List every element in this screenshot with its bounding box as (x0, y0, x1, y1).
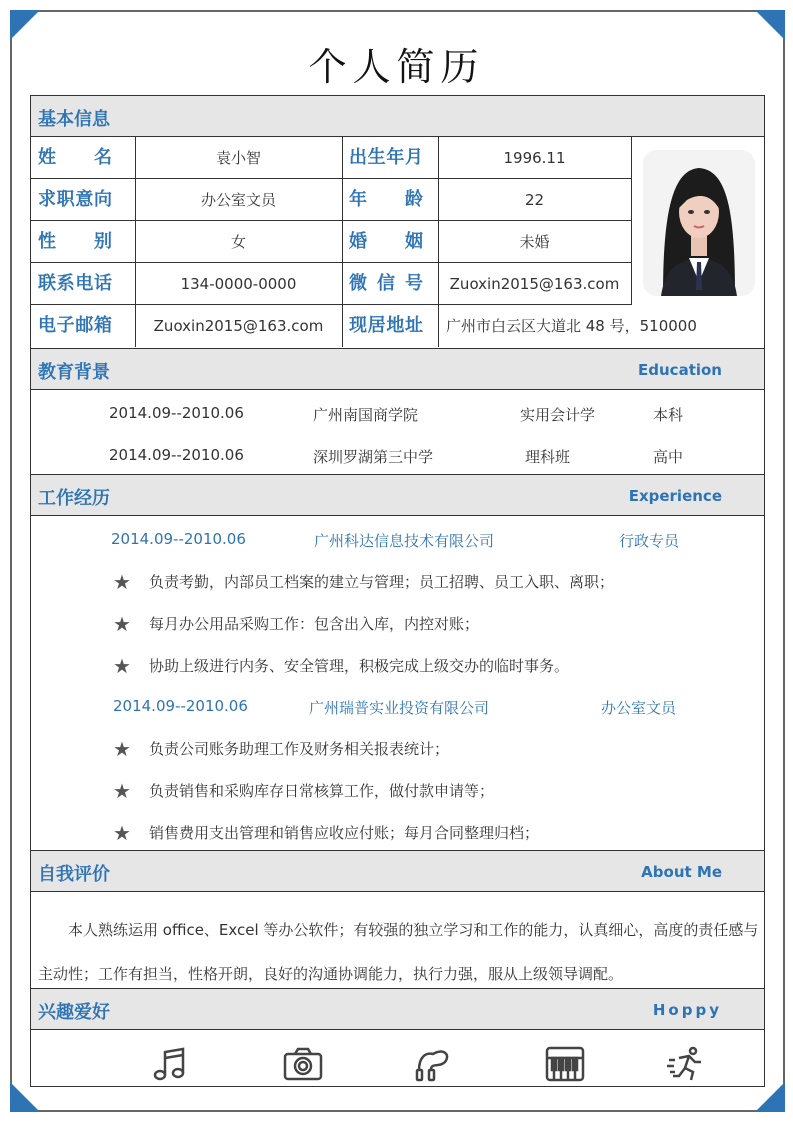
job-period: 2014.09--2010.06 (111, 530, 246, 548)
profile-photo (643, 150, 755, 296)
gender-value: 女 (230, 233, 246, 251)
info-row (31, 305, 764, 347)
info-row (31, 263, 631, 305)
job-company: 广州科达信息技术有限公司 (314, 532, 495, 550)
duty-item: ★ 负责销售和采购库存日常核算工作，做付款申请等； (113, 779, 495, 803)
birth-value: 1996.11 (503, 149, 566, 167)
marital-value: 未婚 (519, 233, 550, 251)
duty-item: ★ 销售费用支出管理和销售应收应付账；每月合同整理归档； (113, 821, 540, 845)
job-company: 广州瑞普实业投资有限公司 (309, 699, 490, 717)
address-label: 现居地址 (349, 315, 423, 336)
divider (631, 137, 632, 305)
divider (438, 137, 439, 347)
edu-period: 2014.09--2010.06 (109, 446, 244, 464)
job-period: 2014.09--2010.06 (113, 697, 248, 715)
edu-degree: 本科 (653, 406, 684, 424)
section-header-education (31, 348, 764, 390)
name-label: 姓名 (38, 147, 112, 168)
gender-label: 性别 (38, 231, 112, 252)
camera-icon (283, 1046, 323, 1082)
edu-school: 深圳罗湖第三中学 (313, 448, 434, 466)
star-icon: ★ (113, 612, 131, 636)
address-value: 广州市白云区大道北 48 号，510000 (446, 317, 697, 335)
section-title: 教育背景 (38, 362, 110, 383)
info-row (31, 221, 631, 263)
star-icon: ★ (113, 654, 131, 678)
duty-item: ★ 每月办公用品采购工作：包含出入库，内控对账； (113, 612, 480, 636)
section-title: 基本信息 (38, 109, 110, 130)
birth-label: 出生年月 (349, 147, 423, 168)
star-icon: ★ (113, 779, 131, 803)
wechat-label: 微信号 (349, 273, 423, 294)
wechat-value: Zuoxin2015@163.com (449, 275, 620, 293)
info-row (31, 137, 631, 179)
edu-period: 2014.09--2010.06 (109, 404, 244, 422)
star-icon: ★ (113, 821, 131, 845)
job-role: 行政专员 (619, 532, 680, 550)
age-value: 22 (524, 191, 545, 209)
phone-value: 134-0000-0000 (180, 275, 297, 293)
section-title-en: Experience (628, 487, 722, 505)
divider (342, 137, 343, 347)
section-header-about (31, 850, 764, 892)
section-title: 自我评价 (38, 864, 110, 885)
section-title-en: Hoppy (652, 1001, 722, 1019)
piano-icon (545, 1046, 585, 1082)
running-icon (667, 1046, 707, 1082)
age-label: 年龄 (349, 189, 423, 210)
section-title-en: About Me (641, 863, 722, 881)
duty-item: ★ 负责考勤，内部员工档案的建立与管理；员工招聘、员工入职、离职； (113, 570, 615, 594)
section-header-hobbies (31, 988, 764, 1030)
job-role: 办公室文员 (601, 699, 677, 717)
jump-rope-icon (413, 1046, 453, 1082)
divider (135, 137, 136, 347)
name-value: 袁小智 (215, 149, 261, 167)
section-header-experience (31, 474, 764, 516)
duty-item: ★ 负责公司账务助理工作及财务相关报表统计； (113, 737, 450, 761)
section-header-basic (31, 95, 764, 137)
section-title-en: Education (638, 361, 722, 379)
marital-label: 婚姻 (349, 231, 423, 252)
music-icon (151, 1046, 191, 1082)
intent-label: 求职意向 (38, 189, 112, 210)
duty-item: ★ 协助上级进行内务、安全管理，积极完成上级交办的临时事务。 (113, 654, 570, 678)
edu-degree: 高中 (653, 448, 684, 466)
info-row (31, 179, 631, 221)
resume-sheet (30, 95, 765, 1087)
section-title: 工作经历 (38, 488, 110, 509)
star-icon: ★ (113, 570, 131, 594)
email-value: Zuoxin2015@163.com (153, 317, 324, 335)
edu-major: 实用会计学 (520, 406, 596, 424)
edu-school: 广州南国商学院 (313, 406, 419, 424)
star-icon: ★ (113, 737, 131, 761)
email-label: 电子邮箱 (38, 315, 112, 336)
about-text: 本人熟练运用 office、Excel 等办公软件；有较强的独立学习和工作的能力，认真细心，高度的责任感与主动性；工作有担当，性格开朗，良好的沟通协调能力，执行力强，服从上级领导调配。 (38, 921, 759, 983)
edu-major: 理科班 (525, 448, 571, 466)
phone-label: 联系电话 (38, 273, 112, 294)
section-title: 兴趣爱好 (38, 1002, 110, 1023)
intent-value: 办公室文员 (200, 191, 276, 209)
page-title: 个人简历 (308, 45, 485, 89)
